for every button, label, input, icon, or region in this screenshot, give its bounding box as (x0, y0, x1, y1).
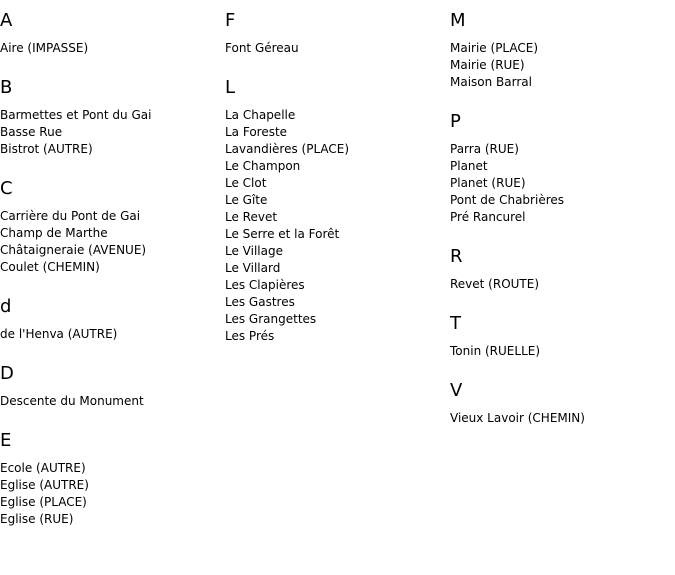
letter-heading: B (0, 77, 13, 98)
letter-heading: L (225, 77, 236, 98)
street-link[interactable]: Le Gîte (225, 193, 268, 207)
street-link[interactable]: La Chapelle (225, 108, 296, 122)
street-list (225, 40, 450, 57)
street-link[interactable]: Pré Rancurel (450, 210, 526, 224)
street-link[interactable]: Basse Rue (0, 125, 63, 139)
street-list (0, 460, 225, 528)
street-link[interactable]: Mairie (RUE) (450, 58, 525, 72)
street-link[interactable]: Descente du Monument (0, 394, 144, 408)
street-link[interactable]: Le Village (225, 244, 283, 258)
street-link[interactable]: Parra (RUE) (450, 142, 519, 156)
letter-heading: C (0, 178, 13, 199)
letter-heading: F (225, 10, 236, 31)
street-link[interactable]: Mairie (PLACE) (450, 41, 539, 55)
street-list (0, 326, 225, 343)
street-list (450, 141, 675, 226)
street-link[interactable]: Le Clot (225, 176, 267, 190)
street-link[interactable]: Le Villard (225, 261, 281, 275)
street-link[interactable]: Les Prés (225, 329, 275, 343)
street-link[interactable]: Tonin (RUELLE) (450, 344, 541, 358)
street-list (450, 343, 675, 360)
letter-group (0, 178, 225, 276)
street-link[interactable]: Les Grangettes (225, 312, 317, 326)
letter-group (0, 296, 225, 343)
letter-heading: D (0, 363, 14, 384)
street-link[interactable]: Planet (RUE) (450, 176, 526, 190)
street-list (225, 107, 450, 345)
street-link[interactable]: Le Serre et la Forêt (225, 227, 340, 241)
street-link[interactable]: de l'Henva (AUTRE) (0, 327, 118, 341)
street-list (0, 107, 225, 158)
street-link[interactable]: Carrière du Pont de Gai (0, 209, 141, 223)
letter-heading: E (0, 430, 12, 451)
letter-group (0, 10, 225, 57)
street-link[interactable]: Eglise (RUE) (0, 512, 74, 526)
street-link[interactable]: Maison Barral (450, 75, 532, 89)
index-column-2 (225, 0, 450, 345)
letter-group (450, 380, 675, 427)
street-link[interactable]: Châtaigneraie (AVENUE) (0, 243, 147, 257)
street-list (0, 393, 225, 410)
street-link[interactable]: Eglise (PLACE) (0, 495, 87, 509)
letter-heading: T (450, 313, 461, 334)
street-link[interactable]: Les Clapières (225, 278, 305, 292)
street-link[interactable]: Aire (IMPASSE) (0, 41, 89, 55)
letter-heading: R (450, 246, 463, 267)
street-link[interactable]: Pont de Chabrières (450, 193, 564, 207)
index-column-3 (450, 0, 675, 427)
street-link[interactable]: Font Géreau (225, 41, 299, 55)
letter-heading: P (450, 111, 461, 132)
street-list (450, 40, 675, 91)
street-list (0, 208, 225, 276)
street-link[interactable]: La Foreste (225, 125, 288, 139)
letter-group (0, 363, 225, 410)
letter-heading: V (450, 380, 463, 401)
street-link[interactable]: Barmettes et Pont du Gai (0, 108, 152, 122)
street-list (450, 276, 675, 293)
street-link[interactable]: Les Gastres (225, 295, 295, 309)
street-link[interactable]: Revet (ROUTE) (450, 277, 540, 291)
letter-group (0, 430, 225, 528)
letter-group (450, 111, 675, 226)
street-link[interactable]: Lavandières (PLACE) (225, 142, 350, 156)
letter-group (450, 246, 675, 293)
street-link[interactable]: Bistrot (AUTRE) (0, 142, 93, 156)
street-link[interactable]: Champ de Marthe (0, 226, 108, 240)
street-link[interactable]: Le Champon (225, 159, 301, 173)
letter-group (450, 10, 675, 91)
street-link[interactable]: Coulet (CHEMIN) (0, 260, 100, 274)
index-column-1 (0, 0, 225, 528)
letter-heading: M (450, 10, 466, 31)
street-link[interactable]: Vieux Lavoir (CHEMIN) (450, 411, 585, 425)
letter-group (0, 77, 225, 158)
street-link[interactable]: Planet (450, 159, 488, 173)
street-link[interactable]: Ecole (AUTRE) (0, 461, 86, 475)
street-list (0, 40, 225, 57)
street-link[interactable]: Le Revet (225, 210, 278, 224)
letter-heading: d (0, 296, 12, 317)
street-list (450, 410, 675, 427)
letter-group (225, 10, 450, 57)
street-link[interactable]: Eglise (AUTRE) (0, 478, 89, 492)
letter-group (450, 313, 675, 360)
letter-group (225, 77, 450, 345)
letter-heading: A (0, 10, 13, 31)
